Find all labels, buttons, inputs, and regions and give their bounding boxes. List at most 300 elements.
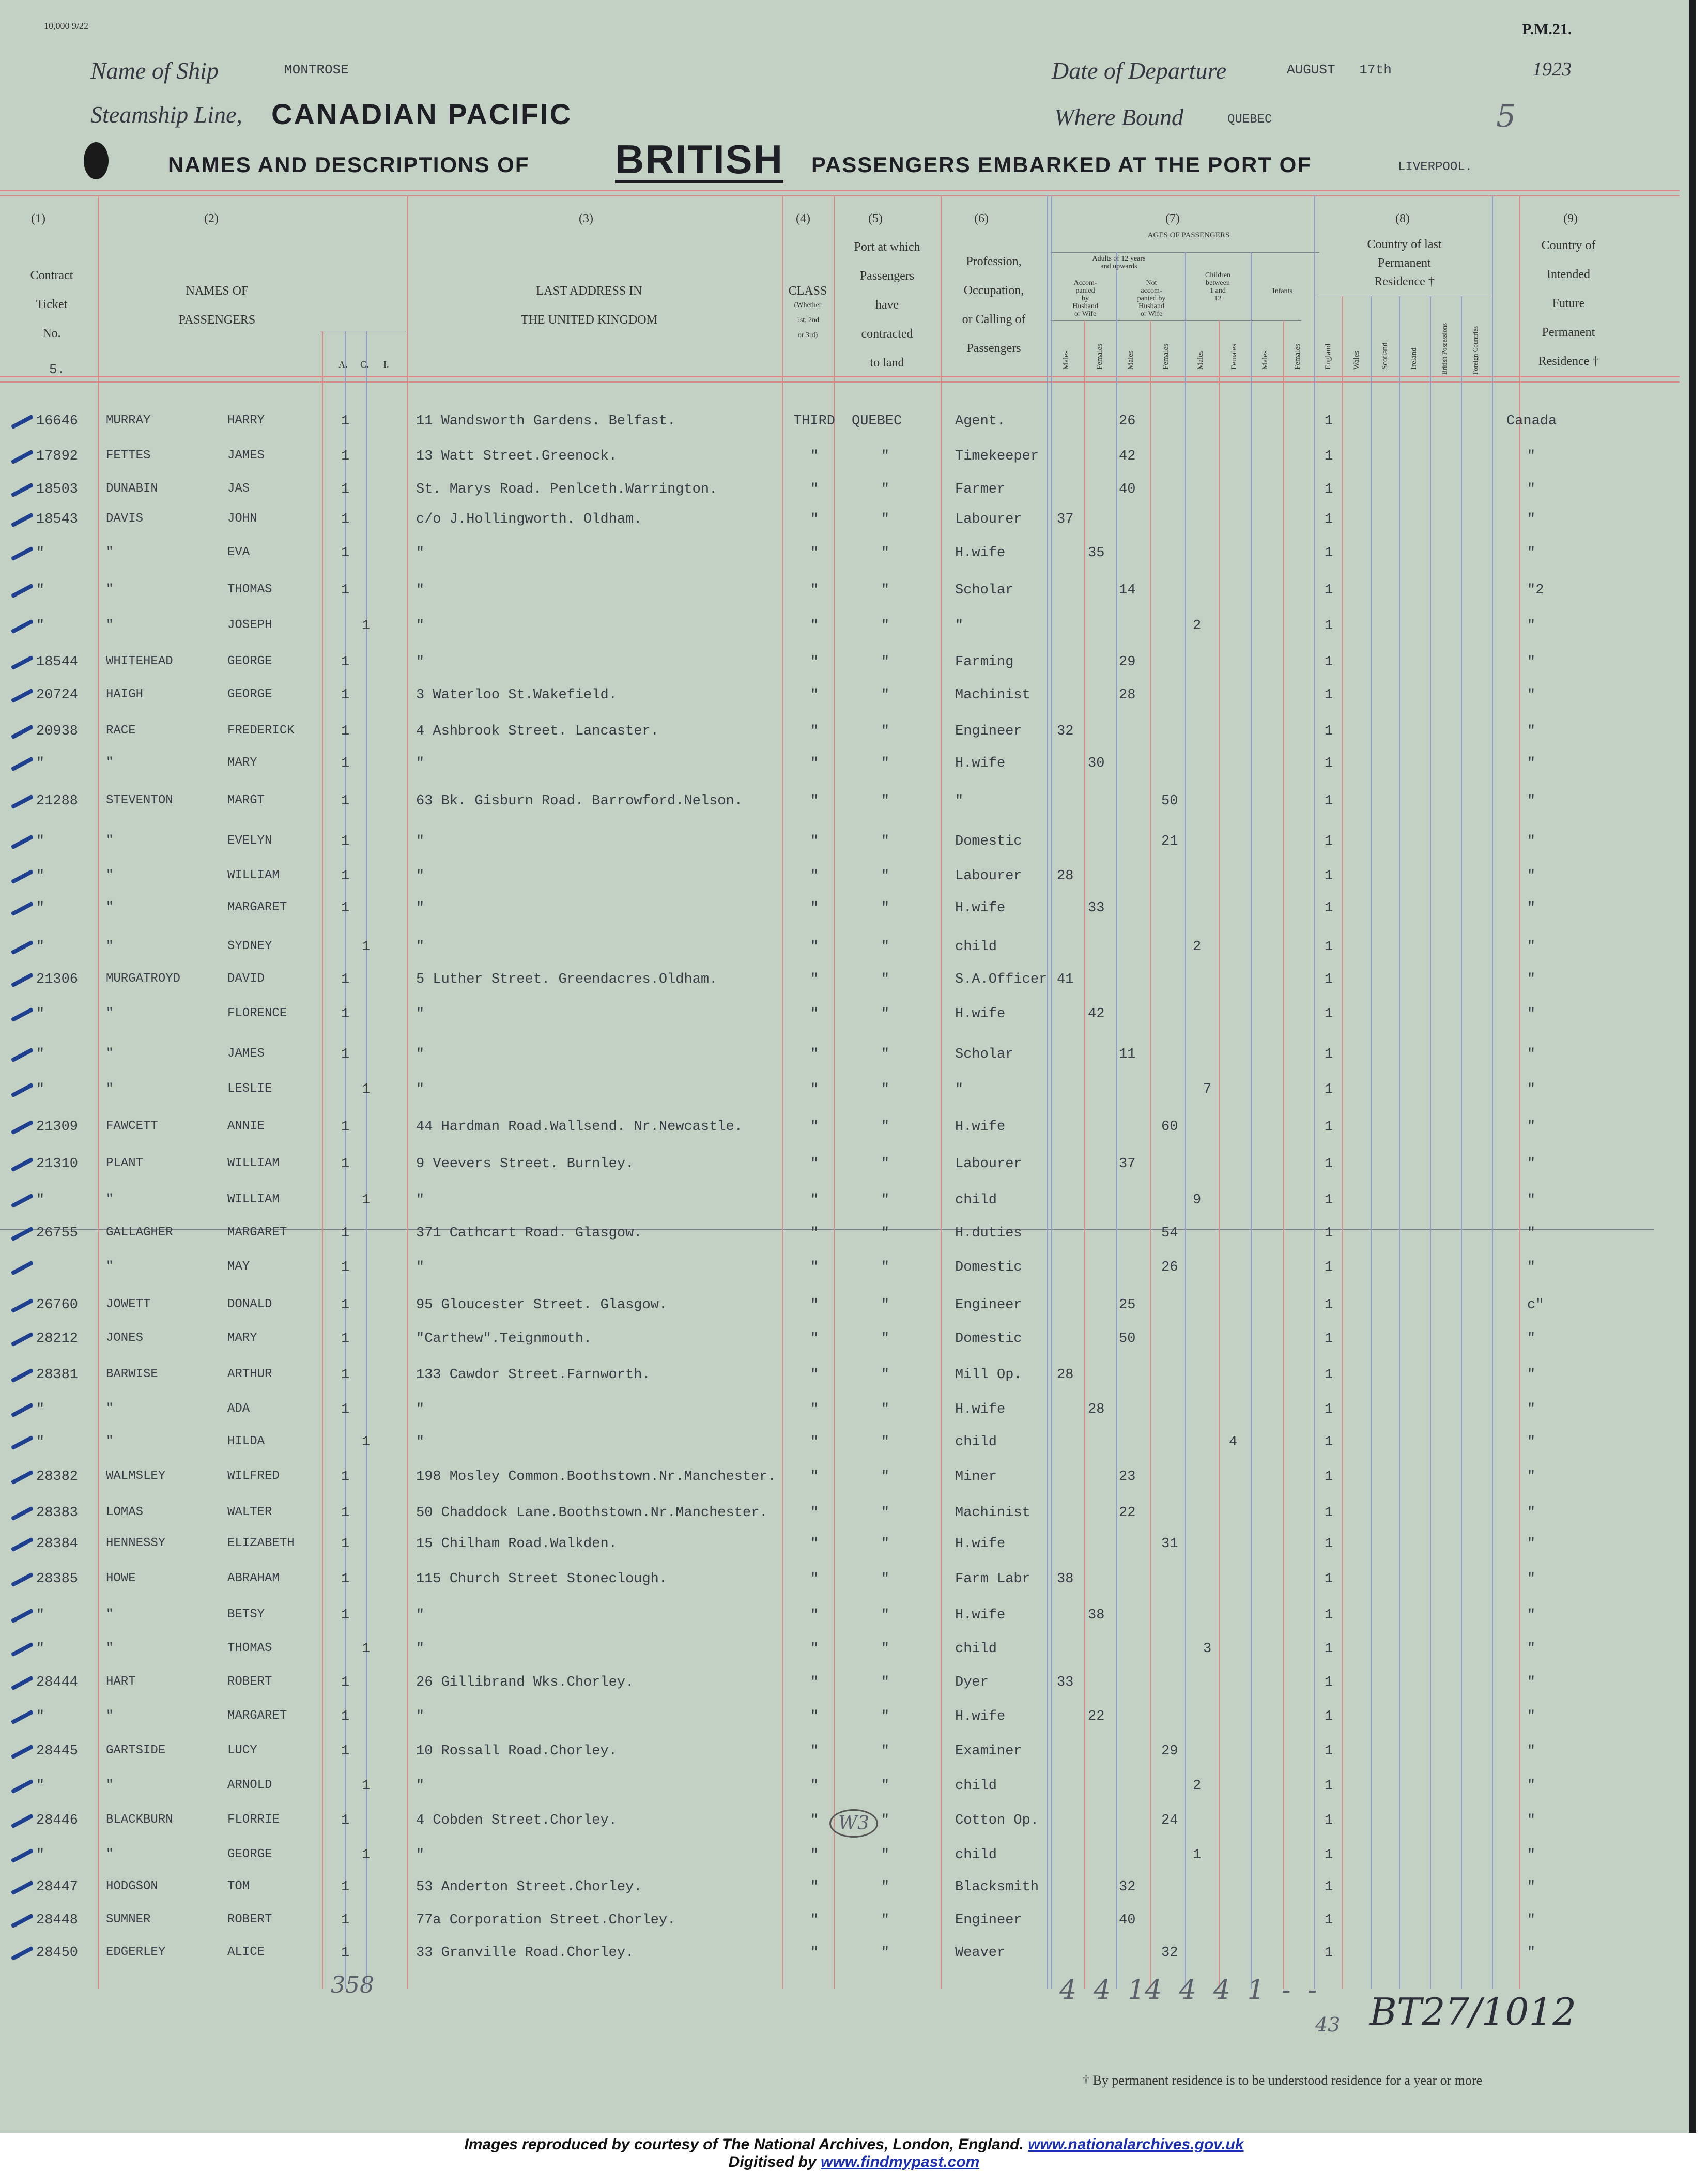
check-tick-mark — [11, 1745, 34, 1760]
hdr-cl-c: Residence † — [1374, 275, 1435, 288]
check-tick-mark — [11, 1194, 34, 1209]
class-value: " — [810, 1297, 819, 1313]
given-name: JAMES — [227, 449, 265, 463]
surname: FAWCETT — [106, 1119, 158, 1133]
last-address: 10 Rossall Road.Chorley. — [416, 1744, 617, 1759]
age: 28 — [1119, 687, 1136, 703]
class-value: " — [810, 972, 819, 987]
port-of-landing: " — [881, 482, 890, 497]
age: 2 — [1193, 618, 1202, 634]
surname: HOWE — [106, 1571, 136, 1585]
given-name: TOM — [227, 1879, 250, 1893]
occupation: H.wife — [955, 756, 1006, 771]
check-tick-mark — [11, 1007, 34, 1022]
residence-england: 1 — [1325, 1192, 1333, 1208]
check-tick-mark — [11, 655, 34, 670]
intended-residence: " — [1527, 1505, 1536, 1521]
port-of-landing: " — [881, 449, 890, 464]
port-of-landing: " — [881, 618, 890, 634]
given-name: WILLIAM — [227, 868, 280, 882]
class-value: " — [810, 1192, 819, 1208]
surname: GARTSIDE — [106, 1744, 166, 1757]
residence-england: 1 — [1325, 1641, 1333, 1657]
intended-residence: " — [1527, 1641, 1536, 1657]
age: 25 — [1119, 1297, 1136, 1313]
residence-england: 1 — [1325, 512, 1333, 527]
check-tick-mark — [11, 940, 34, 955]
hdr-port-have: have — [875, 298, 899, 312]
residence-england: 1 — [1325, 1744, 1333, 1759]
hdr-adult: A. — [338, 359, 348, 370]
class-value: " — [810, 1608, 819, 1623]
residence-england: 1 — [1325, 1006, 1333, 1022]
occupation: H.wife — [955, 545, 1006, 561]
check-tick-mark — [11, 1946, 34, 1961]
given-name: ANNIE — [227, 1119, 265, 1133]
given-name: EVA — [227, 545, 250, 559]
occupation: Blacksmith — [955, 1879, 1039, 1895]
residence-england: 1 — [1325, 618, 1333, 634]
port-of-landing: " — [881, 1536, 890, 1552]
port-of-landing: " — [881, 1813, 890, 1828]
residence-england: 1 — [1325, 793, 1333, 809]
check-tick-mark — [11, 1298, 34, 1313]
residence-england: 1 — [1325, 1047, 1333, 1062]
ticket-number: 21306 — [36, 972, 79, 987]
age: 28 — [1088, 1402, 1105, 1417]
given-name: LESLIE — [227, 1082, 272, 1096]
residence-england: 1 — [1325, 972, 1333, 987]
hdr-port-at: Port at which — [854, 240, 920, 254]
last-address: 4 Cobden Street.Chorley. — [416, 1813, 617, 1828]
adult-count: 1 — [341, 1119, 350, 1135]
intended-residence: " — [1527, 1367, 1536, 1383]
intended-residence: " — [1527, 868, 1536, 884]
class-value: THIRD — [793, 414, 836, 429]
given-name: WALTER — [227, 1505, 272, 1519]
given-name: DAVID — [227, 972, 265, 986]
port-of-landing: " — [881, 1082, 890, 1097]
col-rule-3 — [407, 195, 408, 1989]
class-value: " — [810, 482, 819, 497]
line-label: Steamship Line, — [90, 101, 242, 128]
check-tick-mark — [11, 546, 34, 561]
ticket-number: 28382 — [36, 1469, 79, 1485]
surname: " — [106, 545, 114, 559]
last-address: " — [416, 1006, 425, 1022]
hdr-calling: or Calling of — [962, 313, 1026, 326]
ticket-number: " — [36, 756, 45, 771]
occupation: Cotton Op. — [955, 1813, 1039, 1828]
check-tick-mark — [11, 1609, 34, 1624]
check-tick-mark — [11, 869, 34, 884]
col-rule-ac — [322, 331, 323, 1989]
intended-residence: " — [1527, 1469, 1536, 1485]
intended-residence: " — [1527, 1192, 1536, 1208]
residence-england: 1 — [1325, 1608, 1333, 1623]
check-tick-mark — [11, 450, 34, 465]
last-address: 371 Cathcart Road. Glasgow. — [416, 1226, 642, 1241]
residence-england: 1 — [1325, 1469, 1333, 1485]
port-of-landing: " — [881, 793, 890, 809]
age: 42 — [1088, 1006, 1105, 1022]
hdr-country-england: England — [1324, 344, 1332, 370]
ticket-number: 18543 — [36, 512, 79, 527]
intended-residence: " — [1527, 1226, 1536, 1241]
occupation: Mill Op. — [955, 1367, 1022, 1383]
date-label: Date of Departure — [1052, 57, 1227, 84]
adult-count: 1 — [341, 1469, 350, 1485]
surname: " — [106, 1047, 114, 1061]
adult-count: 1 — [341, 793, 350, 809]
last-address: St. Marys Road. Penlceth.Warrington. — [416, 482, 718, 497]
occupation: H.wife — [955, 900, 1006, 916]
check-tick-mark — [11, 1572, 34, 1587]
footer-line-2 — [0, 2153, 1708, 2171]
occupation: Domestic — [955, 1331, 1022, 1347]
hdr-contract: Contract — [30, 269, 73, 282]
surname: " — [106, 1641, 114, 1655]
intended-residence: " — [1527, 1709, 1536, 1724]
given-name: FREDERICK — [227, 724, 295, 738]
hdr-infant: I. — [383, 359, 389, 370]
intended-residence: " — [1527, 939, 1536, 955]
age: 21 — [1161, 834, 1178, 849]
hdr-males-2: Males — [1127, 350, 1135, 370]
given-name: MARGT — [227, 793, 265, 807]
hdr-country-foreign: Foreign Countries — [1471, 326, 1479, 375]
class-value: " — [810, 1006, 819, 1022]
surname: " — [106, 1006, 114, 1020]
class-value: " — [810, 1744, 819, 1759]
surname: JONES — [106, 1331, 144, 1345]
ticket-number: " — [36, 1402, 45, 1417]
ticket-number: " — [36, 1641, 45, 1657]
header-adults — [1054, 255, 1183, 270]
last-address: 133 Cawdor Street.Farnworth. — [416, 1367, 651, 1383]
occupation: Domestic — [955, 834, 1022, 849]
given-name: WILLIAM — [227, 1156, 280, 1170]
class-value: " — [810, 654, 819, 670]
residence-england: 1 — [1325, 834, 1333, 849]
surname: BARWISE — [106, 1367, 158, 1381]
hdr-nacc-b: accom- — [1141, 287, 1162, 295]
adult-count: 1 — [341, 1813, 350, 1828]
age: 29 — [1119, 654, 1136, 670]
header-names — [155, 277, 279, 334]
hdr-child-d: 12 — [1214, 295, 1222, 302]
adult-count: 1 — [341, 1744, 350, 1759]
ticket-number: 16646 — [36, 414, 79, 429]
age: 4 — [1229, 1434, 1238, 1450]
age-rule-5 — [1219, 320, 1220, 1989]
ticket-number: 20724 — [36, 687, 79, 703]
adult-count: 1 — [341, 449, 350, 464]
hdr-ages-title: AGES OF PASSENGERS — [1147, 231, 1230, 239]
class-value: " — [810, 1434, 819, 1450]
occupation: " — [955, 618, 964, 634]
intended-residence: " — [1527, 1675, 1536, 1690]
hdr-adults-b: and upwards — [1100, 263, 1137, 270]
last-address: " — [416, 1778, 425, 1794]
age: 50 — [1119, 1331, 1136, 1347]
rule-top-2 — [0, 195, 1680, 196]
class-value: " — [810, 687, 819, 703]
age: 42 — [1119, 449, 1136, 464]
occupation: child — [955, 939, 997, 955]
class-value: " — [810, 1675, 819, 1690]
port-of-landing: " — [881, 1156, 890, 1172]
age: 32 — [1161, 1945, 1178, 1961]
ticket-number: 26760 — [36, 1297, 79, 1313]
last-address: 198 Mosley Common.Boothstown.Nr.Manchester. — [416, 1469, 776, 1485]
ticket-number: 18544 — [36, 654, 79, 670]
age: 2 — [1193, 939, 1202, 955]
print-line: 10,000 9/22 — [44, 21, 89, 31]
intended-residence: " — [1527, 1847, 1536, 1863]
col-rule-8 — [1314, 195, 1315, 1989]
findmypast-link[interactable]: www.findmypast.com — [821, 2153, 980, 2170]
adult-count: 1 — [341, 583, 350, 598]
check-tick-mark — [11, 415, 34, 430]
residence-england: 1 — [1325, 756, 1333, 771]
child-count: 1 — [362, 1082, 371, 1097]
port-of-landing: " — [881, 868, 890, 884]
reference-number: BT27/1012 — [1370, 1990, 1577, 2034]
occupation: H.wife — [955, 1402, 1006, 1417]
given-name: FLORENCE — [227, 1006, 287, 1020]
occupation: child — [955, 1434, 997, 1450]
ticket-number: 28450 — [36, 1945, 79, 1961]
hdr-country-scotland: Scotland — [1381, 342, 1389, 370]
last-address: " — [416, 1434, 425, 1450]
hdr-acc-e: or Wife — [1074, 310, 1097, 318]
intended-residence: " — [1527, 1744, 1536, 1759]
check-tick-mark — [11, 901, 34, 916]
last-address: " — [416, 545, 425, 561]
hdr-ci-c: Future — [1552, 297, 1585, 310]
adult-count: 1 — [341, 868, 350, 884]
age: 3 — [1203, 1641, 1212, 1657]
port-of-landing: " — [881, 1469, 890, 1485]
last-address: " — [416, 868, 425, 884]
surname: " — [106, 1434, 114, 1448]
header-country-last — [1326, 235, 1483, 291]
last-address: 26 Gillibrand Wks.Chorley. — [416, 1675, 634, 1690]
given-name: MARY — [227, 756, 257, 770]
check-tick-mark — [11, 619, 34, 634]
port-of-landing: " — [881, 687, 890, 703]
col-num-1: (1) — [31, 212, 45, 225]
age: 7 — [1203, 1082, 1212, 1097]
class-value: " — [810, 1709, 819, 1724]
residence-england: 1 — [1325, 482, 1333, 497]
given-name: THOMAS — [227, 583, 272, 597]
port-of-landing: " — [881, 1879, 890, 1895]
hdr-acc-d: Husband — [1072, 302, 1098, 310]
intended-residence: " — [1527, 972, 1536, 987]
last-address: 44 Hardman Road.Wallsend. Nr.Newcastle. — [416, 1119, 743, 1135]
hdr-nacc-a: Not — [1146, 279, 1157, 287]
hdr-country-wales: Wales — [1352, 350, 1361, 370]
port-of-landing: " — [881, 1608, 890, 1623]
occupation: H.wife — [955, 1608, 1006, 1623]
ticket-number: 28446 — [36, 1813, 79, 1828]
check-tick-mark — [11, 1048, 34, 1063]
ship-label: Name of Ship — [90, 57, 219, 84]
class-value: " — [810, 1913, 819, 1928]
port-of-landing: " — [881, 939, 890, 955]
last-address: " — [416, 1082, 425, 1097]
class-value: " — [810, 900, 819, 916]
surname: " — [106, 900, 114, 914]
hdr-no: No. — [42, 327, 61, 340]
age: 50 — [1161, 793, 1178, 809]
adult-count: 1 — [341, 756, 350, 771]
given-name: HILDA — [227, 1434, 265, 1448]
ticket-number: " — [36, 834, 45, 849]
ticket-number: " — [36, 1608, 45, 1623]
adult-count: 1 — [341, 1675, 350, 1690]
surname: " — [106, 1082, 114, 1096]
surname: " — [106, 1778, 114, 1792]
hdr-country-british-possessions: British Possessions — [1440, 323, 1448, 375]
port-of-landing: " — [881, 512, 890, 527]
col-rule-9b — [1519, 195, 1520, 1989]
age-rule-7 — [1283, 320, 1284, 1989]
hdr-class-1st2nd: 1st, 2nd — [796, 316, 820, 324]
age: 38 — [1088, 1608, 1105, 1623]
surname: FETTES — [106, 449, 151, 463]
check-tick-mark — [11, 835, 34, 850]
intended-residence: " — [1527, 618, 1536, 634]
hdr-port-land: to land — [870, 356, 904, 370]
class-value: " — [810, 1847, 819, 1863]
hdr-cl-a: Country of last — [1367, 238, 1442, 251]
ticket-number: " — [36, 1047, 45, 1062]
hdr-cl-b: Permanent — [1378, 256, 1431, 270]
surname: " — [106, 1260, 114, 1274]
class-value: " — [810, 1047, 819, 1062]
surname: " — [106, 1709, 114, 1723]
intended-residence: " — [1527, 482, 1536, 497]
port-of-landing: " — [881, 1006, 890, 1022]
ticket-number: " — [36, 868, 45, 884]
check-tick-mark — [11, 1814, 34, 1829]
hdr-uk: THE UNITED KINGDOM — [521, 313, 657, 327]
given-name: GEORGE — [227, 654, 272, 668]
intended-residence: " — [1527, 654, 1536, 670]
surname: " — [106, 618, 114, 632]
age: 14 — [1119, 583, 1136, 598]
ticket-number: " — [36, 1778, 45, 1794]
ticket-number: 28385 — [36, 1571, 79, 1587]
occupation: child — [955, 1778, 997, 1794]
occupation: Labourer — [955, 512, 1022, 527]
class-value: " — [810, 512, 819, 527]
age: 29 — [1161, 1744, 1178, 1759]
age: 37 — [1057, 512, 1074, 527]
hdr-acc-c: by — [1082, 295, 1089, 302]
given-name: MARY — [227, 1331, 257, 1345]
last-address: " — [416, 834, 425, 849]
ticket-number: " — [36, 618, 45, 634]
ticket-number: 28447 — [36, 1879, 79, 1895]
port-of-landing: " — [881, 1913, 890, 1928]
last-address: " — [416, 939, 425, 955]
last-address: " — [416, 1709, 425, 1724]
check-tick-mark — [11, 513, 34, 528]
age: 26 — [1161, 1260, 1178, 1275]
occupation: S.A.Officer — [955, 972, 1048, 987]
hdr-child-c: 1 and — [1210, 287, 1226, 295]
hdr-last-address: LAST ADDRESS IN — [536, 284, 642, 298]
header-intended — [1522, 231, 1615, 376]
age-rule-1 — [1084, 320, 1085, 1989]
total-annotation: 358 — [331, 1972, 374, 1998]
age: 1 — [1193, 1847, 1202, 1863]
occupation: Scholar — [955, 1047, 1014, 1062]
class-value: " — [810, 1331, 819, 1347]
class-value: " — [810, 583, 819, 598]
ticket-number: 28444 — [36, 1675, 79, 1690]
hdr-profession: Profession, — [966, 255, 1022, 268]
national-archives-link[interactable]: www.nationalarchives.gov.uk — [1028, 2136, 1244, 2153]
hdr-females-1: Females — [1096, 344, 1104, 370]
adult-count: 1 — [341, 724, 350, 739]
surname: HAIGH — [106, 687, 144, 701]
last-address: " — [416, 583, 425, 598]
ticket-number: 28381 — [36, 1367, 79, 1383]
occupation: H.wife — [955, 1709, 1006, 1724]
adult-count: 1 — [341, 1402, 350, 1417]
age: 54 — [1161, 1226, 1178, 1241]
last-address: 77a Corporation Street.Chorley. — [416, 1913, 676, 1928]
age: 22 — [1119, 1505, 1136, 1521]
port-of-landing: " — [881, 1434, 890, 1450]
class-value: " — [810, 939, 819, 955]
col-num-8: (8) — [1395, 212, 1410, 225]
occupation: Scholar — [955, 583, 1014, 598]
surname: DUNABIN — [106, 482, 158, 496]
port-of-landing: " — [881, 1675, 890, 1690]
adult-count: 1 — [341, 900, 350, 916]
class-value: " — [810, 1505, 819, 1521]
residence-england: 1 — [1325, 1847, 1333, 1863]
col-num-2: (2) — [204, 212, 219, 225]
surname: WALMSLEY — [106, 1469, 166, 1483]
surname: HENNESSY — [106, 1536, 166, 1550]
residence-england: 1 — [1325, 868, 1333, 884]
adult-count: 1 — [341, 1505, 350, 1521]
given-name: ELIZABETH — [227, 1536, 295, 1550]
port-of-landing: " — [881, 1047, 890, 1062]
occupation: Examiner — [955, 1744, 1022, 1759]
age: 40 — [1119, 1913, 1136, 1928]
last-address: " — [416, 1047, 425, 1062]
age: 28 — [1057, 1367, 1074, 1383]
ticket-number: 17892 — [36, 449, 79, 464]
residence-england: 1 — [1325, 1082, 1333, 1097]
age: 28 — [1057, 868, 1074, 884]
intended-residence: " — [1527, 1082, 1536, 1097]
class-value: " — [810, 1469, 819, 1485]
hdr-passengers: PASSENGERS — [178, 313, 256, 327]
ticket-number: 28448 — [36, 1913, 79, 1928]
check-tick-mark — [11, 973, 34, 988]
last-address: 50 Chaddock Lane.Boothstown.Nr.Manchester. — [416, 1505, 768, 1521]
intended-residence: " — [1527, 1402, 1536, 1417]
